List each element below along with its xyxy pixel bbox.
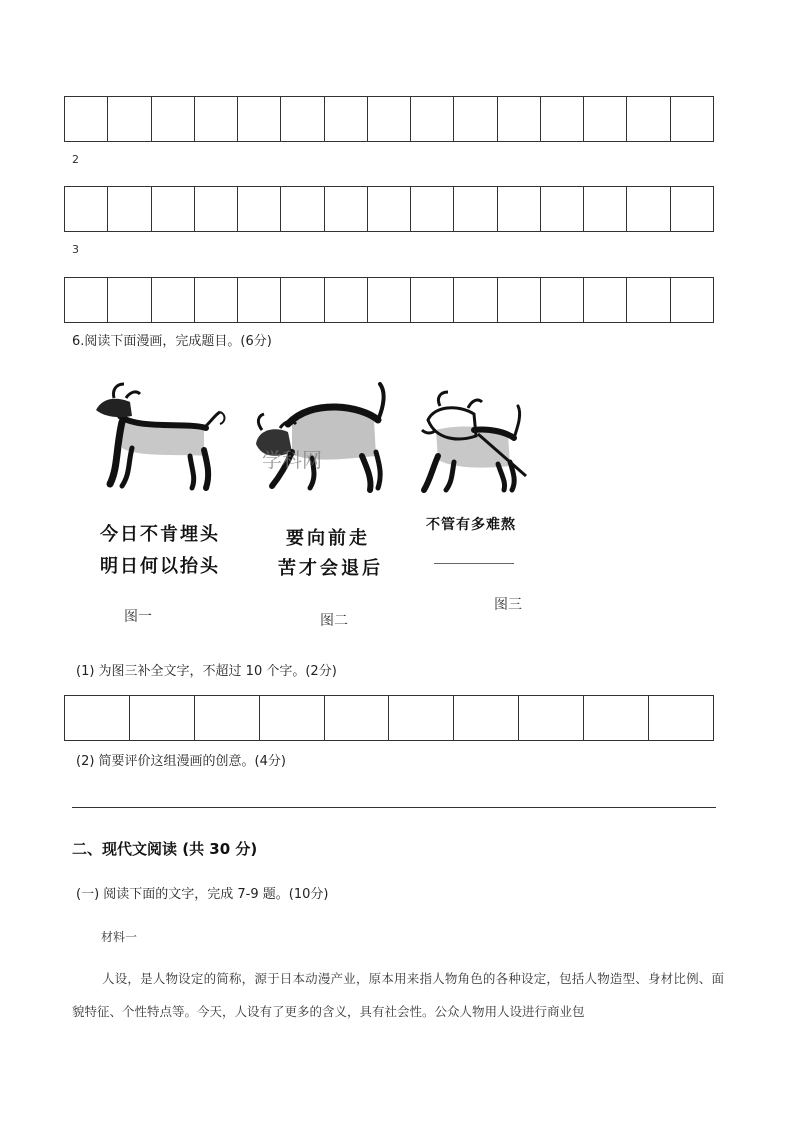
- section-2-heading: 二、现代文阅读 (共 30 分): [72, 840, 258, 858]
- answer-grid-1[interactable]: [64, 96, 714, 142]
- answer-grid-4[interactable]: [64, 695, 714, 741]
- comic-2-caption: 图二: [320, 613, 348, 629]
- question-6-1: (1) 为图三补全文字，不超过 10 个字。(2分): [76, 664, 337, 679]
- material-1-text: 人设，是人物设定的简称，源于日本动漫产业，原本用来指人物角色的各种设定，包括人物造型、身材比例、面貌特征、个性特点等。今天，人设有了更多的含义，具有社会性。公众人物用人设进行商业包: [72, 971, 724, 1019]
- comic-1-line-2: 明日何以抬头: [100, 556, 220, 577]
- comic-3-blank-line: [434, 563, 514, 564]
- grid-label-2: 2: [72, 153, 79, 166]
- comic-3-line-1: 不管有多难熬: [426, 517, 516, 533]
- comic-1-caption: 图一: [124, 609, 152, 625]
- grid-label-3: 3: [72, 243, 79, 256]
- comic-2-line-2: 苦才会退后: [278, 558, 383, 579]
- ox-illustration-2: [252, 380, 402, 500]
- question-6: 6.阅读下面漫画，完成题目。(6分): [72, 334, 272, 349]
- comic-1-line-1: 今日不肯埋头: [100, 524, 220, 545]
- comic-3-caption: 图三: [494, 597, 522, 613]
- ox-illustration-1: [92, 378, 232, 498]
- ox-illustration-3: [418, 390, 538, 500]
- answer-grid-2[interactable]: [64, 186, 714, 232]
- watermark: 学科网: [262, 448, 322, 472]
- answer-line[interactable]: [72, 807, 716, 808]
- comic-2-line-1: 要向前走: [286, 528, 370, 549]
- part-1-heading: (一) 阅读下面的文字，完成 7-9 题。(10分): [76, 887, 329, 902]
- answer-grid-3[interactable]: [64, 277, 714, 323]
- question-6-2: (2) 简要评价这组漫画的创意。(4分): [76, 754, 286, 769]
- material-1-title: 材料一: [101, 930, 138, 944]
